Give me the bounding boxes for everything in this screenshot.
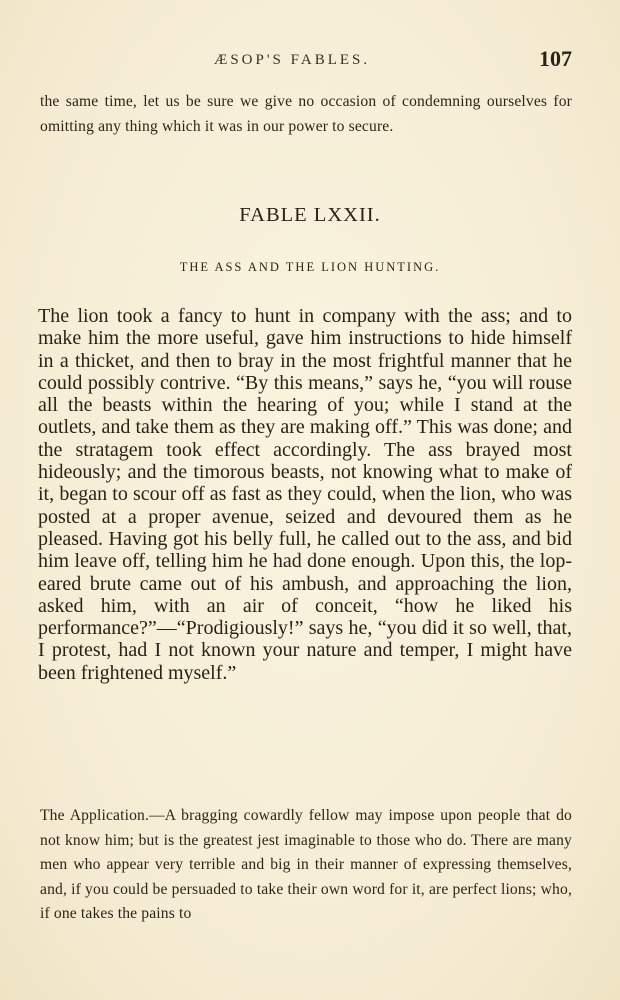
fable-subtitle: THE ASS AND THE LION HUNTING. xyxy=(179,260,441,274)
fable-body-text: The lion took a fancy to hunt in company with the ass; and to make him the more useful, gave him instructions to hide himself in a thicket, and then to bray in the most frightful manner that he could possibly contrive. “By this means,” says he, “you will rouse all the beasts within the hearing of you; while I stand at the outlets, and take them as they are making off.” This was done; and the stratagem took effect accordingly. The ass brayed most hideously; and the timorous beasts, not knowing what to make of it, began to scour off as fast as they could, when the lion, who was posted at a proper avenue, seized and devoured them as he pleased. Having got his belly full, he called out to the ass, and bid him leave off, telling him he had done enough. Upon this, the lop-eared brute came out of his ambush, and approaching the lion, asked him, with an air of conceit, “how he liked his performance?”—“Prodigiously!” says he, “you did it so well, that, I protest, had I not known your nature and temper, I might have been frightened myself.” xyxy=(38,305,572,684)
continuation-paragraph xyxy=(40,90,572,139)
application-text: The Application.—A bragging cowardly fellow may impose upon people that do not know him; but is the greatest jest imaginable to those who do. There are many men who appear very terrible and big in their manner of expressing themselves, and, if you could be persuaded to take their own word for it, are perfect lions; who, if one takes the pains to xyxy=(40,807,572,922)
fable-body xyxy=(38,305,572,684)
fable-title: FABLE LXXII. xyxy=(239,204,381,226)
running-title: ÆSOP'S FABLES. xyxy=(214,52,371,68)
page-number: 107 xyxy=(539,46,572,71)
continuation-text: the same time, let us be sure we give no occasion of condemning ourselves for omitting any thing which it was in our power to secure. xyxy=(40,93,572,135)
running-head xyxy=(40,44,574,74)
application-paragraph xyxy=(40,804,572,927)
